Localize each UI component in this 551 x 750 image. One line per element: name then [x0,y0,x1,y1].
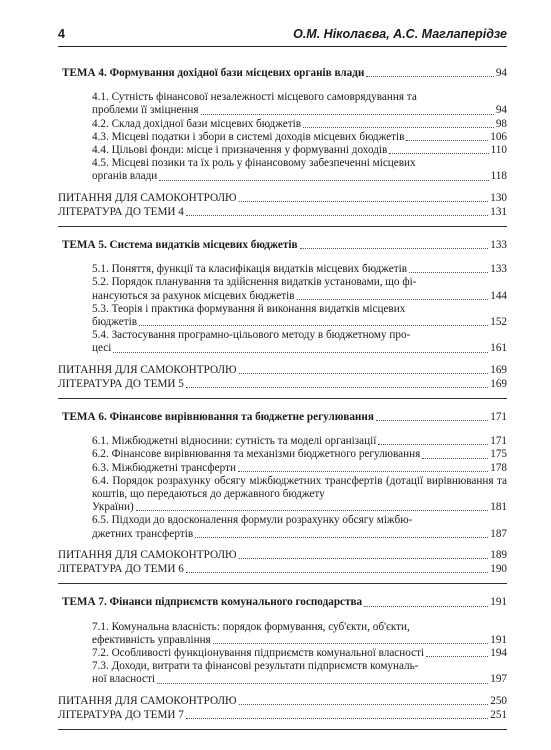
toc-entry-line [92,131,507,144]
theme-heading-text: ТЕМА 6. Фінансове вирівнювання та бюджетне регулювання [62,411,374,424]
dot-leader [238,471,488,472]
self-control-questions [58,192,507,205]
toc-entry-line-page: 194 [490,646,507,659]
toc-entry-line-page: 178 [490,461,507,474]
dot-leader [406,140,488,141]
theme-heading-page: 171 [490,411,507,424]
toc-entry [92,144,507,157]
toc-entry-line-text: України) [92,501,134,514]
toc-entry-line [92,170,507,183]
section-end [58,695,507,722]
dot-leader [409,272,488,273]
toc-entry-line-text: 6.1. Міжбюджетні відносини: сутність та моделі організації [92,435,377,448]
theme-heading-page: 94 [495,67,507,79]
self-control-questions-page: 189 [490,548,507,561]
self-control-questions-text: ПИТАННЯ ДЛЯ САМОКОНТРОЛЮ [58,363,237,376]
toc-section [58,411,507,584]
self-control-questions-text: ПИТАННЯ ДЛЯ САМОКОНТРОЛЮ [58,694,237,707]
toc-entry-line-page: 181 [490,501,507,514]
toc-entry-line-page: 197 [490,673,507,686]
literature-list-page: 251 [490,708,507,721]
literature-list-page: 190 [490,563,507,576]
toc-entry [92,157,507,183]
toc-entry [92,647,507,660]
toc-entry-text: 4.1. Сутність фінансової незалежності місцевого самоврядування та [92,91,417,104]
theme-heading-text: ТЕМА 5. Система видатків місцевих бюджетів [62,239,298,252]
toc-entry-line-page: 171 [490,435,507,448]
toc-entry-line [92,448,507,461]
toc-entry-line-page: 110 [490,144,507,157]
dot-leader [157,683,488,684]
toc-entry-line [92,462,507,475]
toc-entry-line-page: 94 [495,104,507,117]
dot-leader [297,299,489,300]
toc-entry-text: 5.3. Теорія і практика формування й виконання видатків місцевих [92,302,406,315]
toc-entry-line [92,104,507,117]
toc-entry-line-page: 161 [490,342,507,355]
dot-leader [364,606,488,607]
self-control-questions [58,695,507,708]
toc-entry-line [92,435,507,448]
toc-entry-line-page: 175 [490,448,507,461]
dot-leader [426,656,488,657]
theme-heading-page: 133 [490,239,507,252]
toc-entry-line-page: 106 [490,130,507,143]
dot-leader [186,572,488,573]
dot-leader [213,643,489,644]
toc-entry [92,660,507,686]
dot-leader [239,201,489,202]
self-control-questions [58,364,507,377]
toc-section [58,67,507,227]
dot-leader [201,114,494,115]
toc-entry-line [92,501,507,514]
toc-entry-line [92,290,507,303]
self-control-questions-page: 130 [490,191,507,204]
toc-entry [92,131,507,144]
literature-list-text: ЛІТЕРАТУРА ДО ТЕМИ 5 [58,377,184,390]
literature-list-page: 131 [490,205,507,218]
toc-entry [92,329,507,355]
dot-leader [113,352,488,353]
dot-leader [186,215,488,216]
toc-entry-line-page: 118 [490,170,507,183]
toc-entry [92,448,507,461]
dot-leader [378,444,488,445]
dot-leader [186,387,488,388]
literature-list-text: ЛІТЕРАТУРА ДО ТЕМИ 7 [58,708,184,721]
dot-leader [186,718,488,719]
toc-entry-line-page: 133 [490,263,507,276]
toc-entry-text: 7.3. Доходи, витрати та фінансові результати підприємств комуналь- [92,660,419,673]
dot-leader [303,127,494,128]
toc-entry-line-page: 98 [495,117,507,130]
toc-entry-line-text: нансуються за рахунок місцевих бюджетів [92,289,295,302]
toc-section [58,239,507,399]
toc-entry-line-text: 4.2. Склад дохідної бази місцевих бюджетів [92,117,302,130]
toc-entry-line-text: 4.3. Місцеві податки і збори в системі доходів місцевих бюджетів [92,130,405,143]
toc-entry-line [92,118,507,131]
toc-entry-line-text: ної власності [92,673,155,686]
self-control-questions-page: 169 [490,363,507,376]
section-end [58,549,507,576]
dot-leader [300,248,489,249]
dot-leader [239,373,489,374]
toc-entry-line-text: 4.4. Цільові фонди: місце і призначення у формуванні доходів [92,144,388,157]
toc-entry-text: 6.5. Підходи до вдосконалення формули розрахунку обсягу міжбю- [92,514,413,527]
dot-leader [136,510,488,511]
toc-entry-line-text: 5.1. Поняття, функції та класифікація видатків місцевих бюджетів [92,263,408,276]
literature-list-page: 169 [490,377,507,390]
toc-entry-line [92,316,507,329]
toc-entry-line [92,528,507,541]
toc-entry-text: 5.4. Застосування програмно-цільового методу в бюджетному про- [92,329,411,342]
toc-entry-line-text: 7.2. Особливості функціонування підприємств комунальної власності [92,646,425,659]
toc-entry [92,462,507,475]
dot-leader [159,180,488,181]
toc-entry-line [92,342,507,355]
section-end [58,192,507,219]
theme-heading [58,239,507,252]
self-control-questions-text: ПИТАННЯ ДЛЯ САМОКОНТРОЛЮ [58,548,237,561]
toc-entry [92,621,507,647]
toc-entry-line-text: 6.3. Міжбюджетні трансферти [92,461,236,474]
literature-list-text: ЛІТЕРАТУРА ДО ТЕМИ 4 [58,205,184,218]
toc-entry [92,263,507,276]
theme-heading [58,596,507,609]
self-control-questions-page: 250 [490,694,507,707]
dot-leader [239,558,489,559]
section-end [58,364,507,391]
dot-leader [366,76,493,77]
literature-list [58,563,507,576]
toc-entry-text: 4.5. Місцеві позики та їх роль у фінансовому забезпеченні місцевих [92,157,416,170]
toc-entry [92,303,507,329]
theme-heading [58,67,507,80]
toc-entry-line-page: 191 [490,633,507,646]
toc-entry-line-text: джетних трансфертів [92,527,194,540]
toc-entry-line [92,144,507,157]
toc-entry-text: 6.4. Порядок розрахунку обсягу міжбюджетних трансфертів (дотації вирівнювання та коштів, що передаються до державного бюджету [92,474,507,501]
toc-entry-line-page: 144 [490,289,507,302]
toc-entry-line-page: 187 [490,527,507,540]
toc-entry-line-page: 152 [490,316,507,329]
toc-entry [92,276,507,302]
toc-entry-line [92,634,507,647]
toc-entry-line-text: проблеми її зміцнення [92,104,199,117]
dot-leader [422,458,488,459]
theme-heading [58,411,507,424]
dot-leader [376,420,488,421]
table-of-contents [58,55,507,730]
literature-list [58,206,507,219]
self-control-questions [58,549,507,562]
toc-entry-line-text: цесі [92,342,112,355]
toc-entry-line [92,647,507,660]
literature-list [58,378,507,391]
dot-leader [239,704,489,705]
theme-heading-page: 191 [490,596,507,609]
toc-entry-line-text: бюджетів [92,316,138,329]
toc-entry-line-text: 6.2. Фінансове вирівнювання та механізми бюджетного регулювання [92,448,421,461]
toc-entry [92,118,507,131]
toc-entry [92,514,507,540]
toc-entry-text: 7.1. Комунальна власність: порядок формування, суб'єкти, об'єкти, [92,620,410,633]
theme-heading-text: ТЕМА 4. Формування дохідної бази місцевих органів влади [62,67,365,79]
toc-section [58,596,507,730]
literature-list [58,709,507,722]
dot-leader [389,153,488,154]
page-number: 4 [58,27,65,41]
toc-entry-line [92,263,507,276]
toc-entry-line-text: органів влади [92,170,158,183]
page-header [58,24,507,47]
literature-list-text: ЛІТЕРАТУРА ДО ТЕМИ 6 [58,563,184,576]
running-authors: О.М. Ніколаєва, А.С. Маглаперідзе [293,27,507,41]
toc-entry-line [92,673,507,686]
self-control-questions-text: ПИТАННЯ ДЛЯ САМОКОНТРОЛЮ [58,191,237,204]
dot-leader [195,537,488,538]
theme-heading-text: ТЕМА 7. Фінанси підприємств комунального господарства [62,596,363,609]
toc-entry-text: 5.2. Порядок планування та здійснення видатків установами, що фі- [92,276,417,289]
toc-entry [92,91,507,117]
toc-entry-line-text: ефективність управління [92,633,211,646]
toc-entry [92,435,507,448]
toc-entry [92,475,507,515]
dot-leader [139,325,488,326]
